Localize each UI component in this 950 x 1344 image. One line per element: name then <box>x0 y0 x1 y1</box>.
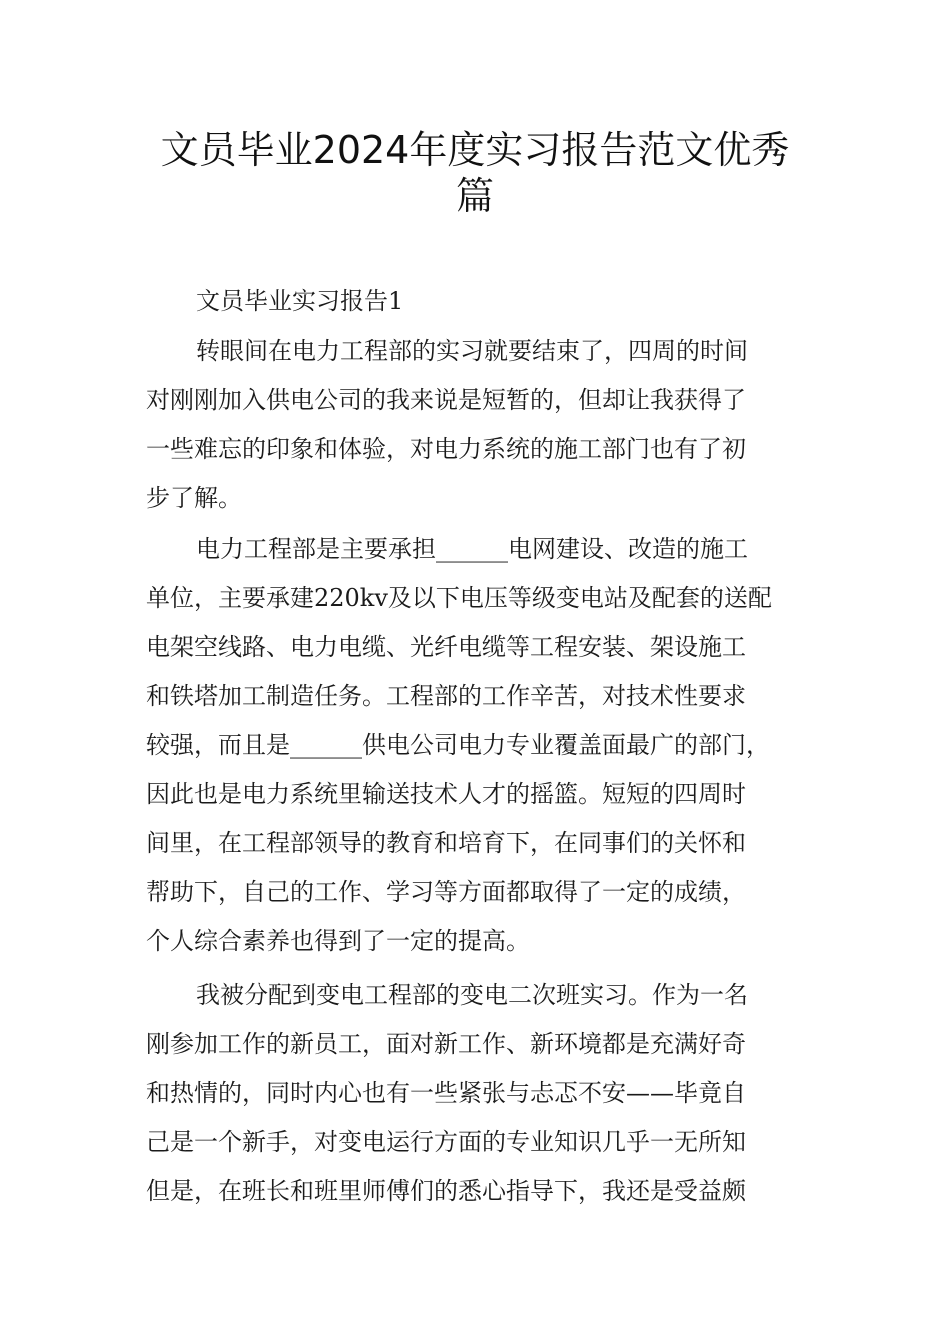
document-title-line-1: 文员毕业2024年度实习报告范文优秀 <box>160 128 790 172</box>
paragraph-3-line-1: 我被分配到变电工程部的变电二次班实习。作为一名 <box>196 981 748 1009</box>
paragraph-2-line-8: 帮助下，自己的工作、学习等方面都取得了一定的成绩， <box>146 878 746 906</box>
paragraph-1-line-1: 转眼间在电力工程部的实习就要结束了，四周的时间 <box>196 337 748 365</box>
paragraph-1-line-4: 步了解。 <box>146 484 242 512</box>
paragraph-3-line-3: 和热情的，同时内心也有一些紧张与忐忑不安——毕竟自 <box>146 1079 746 1107</box>
paragraph-1-line-3: 一些难忘的印象和体验，对电力系统的施工部门也有了初 <box>146 435 746 463</box>
paragraph-2-line-2: 单位，主要承建220kv及以下电压等级变电站及配套的送配 <box>146 584 772 612</box>
paragraph-1-line-2: 对刚刚加入供电公司的我来说是短暂的，但却让我获得了 <box>146 386 746 414</box>
paragraph-2-line-6: 因此也是电力系统里输送技术人才的摇篮。短短的四周时 <box>146 780 746 808</box>
document-title-line-2: 篇 <box>455 174 494 218</box>
paragraph-3-line-2: 刚参加工作的新员工，面对新工作、新环境都是充满好奇 <box>146 1030 746 1058</box>
paragraph-3-line-5: 但是，在班长和班里师傅们的悉心指导下，我还是受益颇 <box>146 1177 746 1205</box>
paragraph-3-line-4: 己是一个新手，对变电运行方面的专业知识几乎一无所知 <box>146 1128 746 1156</box>
paragraph-2-line-7: 间里，在工程部领导的教育和培育下，在同事们的关怀和 <box>146 829 746 857</box>
paragraph-2-line-4: 和铁塔加工制造任务。工程部的工作辛苦，对技术性要求 <box>146 682 746 710</box>
paragraph-2-line-3: 电架空线路、电力电缆、光纤电缆等工程安装、架设施工 <box>146 633 746 661</box>
section-heading: 文员毕业实习报告1 <box>196 287 404 315</box>
paragraph-2-line-5: 较强，而且是______供电公司电力专业覆盖面最广的部门， <box>146 731 770 759</box>
paragraph-2-line-9: 个人综合素养也得到了一定的提高。 <box>146 927 530 955</box>
paragraph-2-line-1: 电力工程部是主要承担______电网建设、改造的施工 <box>196 535 748 563</box>
